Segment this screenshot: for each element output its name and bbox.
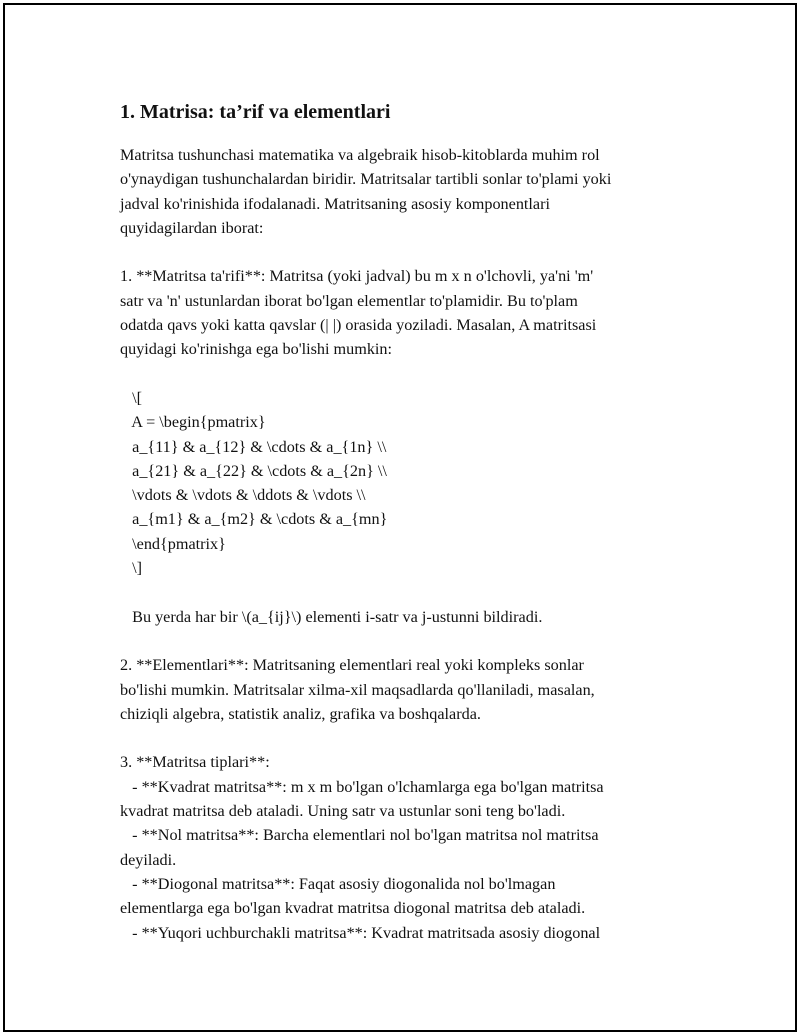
text-line: elementlarga ega bo'lgan kvadrat matritsa diogonal matritsa deb ataladi. <box>120 899 586 918</box>
text-line: quyidagi ko'rinishga ega bo'lishi mumkin: <box>120 340 393 359</box>
latex-line: a_{11} & a_{12} & \cdots & a_{1n} \\ <box>120 437 387 456</box>
blank-line <box>120 629 680 653</box>
latex-line: A = \begin{pmatrix} <box>120 413 266 432</box>
latex-line: \] <box>120 559 143 578</box>
latex-line: a_{m1} & a_{m2} & \cdots & a_{mn} <box>120 510 388 529</box>
blank-line <box>120 726 680 750</box>
text-line: Bu yerda har bir \(a_{ij}\) elementi i-satr va j-ustunni bildiradi. <box>120 607 543 626</box>
document-body <box>120 98 680 945</box>
text-line: satr va 'n' ustunlardan iborat bo'lgan elementlar to'plamidir. Bu to'plam <box>120 291 578 310</box>
text-line: deyiladi. <box>120 850 177 869</box>
page-frame <box>3 3 797 1032</box>
latex-line: \end{pmatrix} <box>120 534 226 553</box>
text-line: odatda qavs yoki katta qavslar (| |) orasida yoziladi. Masalan, A matritsasi <box>120 316 597 335</box>
list-item-line: - **Yuqori uchburchakli matritsa**: Kvadrat matritsada asosiy diogonal <box>120 923 601 942</box>
text-line: chiziqli algebra, statistik analiz, grafika va boshqalarda. <box>120 704 481 723</box>
text-line: jadval ko'rinishida ifodalanadi. Matritsaning asosiy komponentlari <box>120 194 550 213</box>
text-line: 1. **Matritsa ta'rifi**: Matritsa (yoki jadval) bu m x n o'lchovli, ya'ni 'm' <box>120 267 594 286</box>
list-item-line: - **Nol matritsa**: Barcha elementlari nol bo'lgan matritsa nol matritsa <box>120 826 599 845</box>
blank-line <box>120 362 680 386</box>
text-line: quyidagilardan iborat: <box>120 218 264 237</box>
blank-line <box>120 240 680 264</box>
blank-line <box>120 580 680 604</box>
latex-line: \[ <box>120 388 143 407</box>
latex-line: \vdots & \vdots & \ddots & \vdots \\ <box>120 486 366 505</box>
text-line: Matritsa tushunchasi matematika va algebraik hisob-kitoblarda muhim rol <box>120 146 600 164</box>
text-line: bo'lishi mumkin. Matritsalar xilma-xil maqsadlarda qo'llaniladi, masalan, <box>120 680 595 699</box>
text-block <box>120 143 680 945</box>
text-line: 3. **Matritsa tiplari**: <box>120 753 270 772</box>
list-item-line: - **Diogonal matritsa**: Faqat asosiy diogonalida nol bo'lmagan <box>120 874 556 893</box>
text-line: 2. **Elementlari**: Matritsaning elementlari real yoki kompleks sonlar <box>120 656 584 675</box>
text-line: o'ynaydigan tushunchalardan biridir. Matritsalar tartibli sonlar to'plami yoki <box>120 170 612 189</box>
text-line: kvadrat matritsa deb ataladi. Uning satr va ustunlar soni teng bo'ladi. <box>120 802 566 821</box>
section-heading: 1. Matrisa: ta’rif va elementlari <box>120 101 391 123</box>
list-item-line: - **Kvadrat matritsa**: m x m bo'lgan o'lchamlarga ega bo'lgan matritsa <box>120 777 604 796</box>
latex-line: a_{21} & a_{22} & \cdots & a_{2n} \\ <box>120 461 387 480</box>
